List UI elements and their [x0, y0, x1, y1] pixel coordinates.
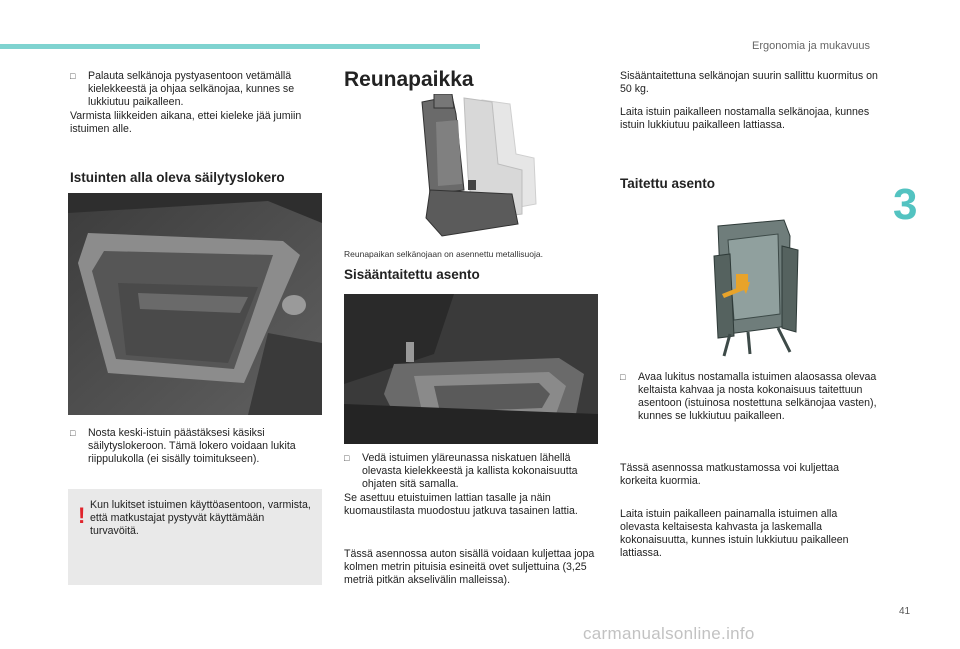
- paragraph: Varmista liikkeiden aikana, ettei kieleke jää jumiin istuimen alle.: [70, 110, 302, 135]
- paragraph: Tässä asennossa auton sisällä voidaan kuljettaa jopa kolmen metrin pituisia esineitä ovet suljettuina (3,25 metriä pitkän akselivälin malleissa).: [344, 548, 595, 586]
- bullet-arrow-icon: □: [70, 428, 76, 438]
- tipped-seat-illustration: [708, 216, 804, 358]
- bullet-arrow-icon: □: [344, 453, 350, 463]
- paragraph: Laita istuin paikalleen nostamalla selkänojaa, kunnes istuin lukkiutuu paikalleen lattiassa.: [620, 106, 870, 131]
- instruction-bullet: □ Palauta selkänoja pystyasentoon vetämällä kielekkeestä ja ohjaa selkänojaa, kunnes se lukkiutuu paikalleen.: [70, 70, 295, 108]
- watermark-text: carmanualsonline.info: [583, 624, 755, 643]
- section-heading: Istuinten alla oleva säilytyslokero: [70, 170, 285, 185]
- paragraph: Se asettuu etuistuimen lattian tasalle ja näin kuomaustilasta muodostuu jatkuva tasainen lattia.: [344, 492, 578, 517]
- instruction-bullet: □ Vedä istuimen yläreunassa niskatuen lähellä olevasta kielekkeestä ja kallista kokonaisuutta ohjaten sitä samalla.: [344, 452, 578, 490]
- section-heading: Taitettu asento: [620, 176, 716, 191]
- page-title: Reunapaikka: [344, 68, 474, 91]
- exclamation-icon: !: [78, 503, 86, 528]
- instruction-bullet: □ Nosta keski-istuin päästäksesi käsiksi säilytyslokeroon. Tämä lokero voidaan lukita riippulukolla (ei sisälly toimitukseen).: [70, 427, 296, 465]
- header-accent-bar: [0, 44, 480, 49]
- paragraph: Laita istuin paikalleen painamalla istuimen alla olevasta keltaisesta kahvasta ja laskemalla kokonaisuutta, kunnes istuin lukkiutuu paikalleen lattiassa.: [620, 508, 849, 559]
- seat-illustration: [412, 94, 540, 244]
- bullet-arrow-icon: □: [70, 71, 76, 81]
- chapter-number: 3: [893, 180, 918, 229]
- instruction-bullet: □ Avaa lukitus nostamalla istuimen alaosassa olevaa keltaista kahvaa ja nosta kokonaisuus taitettuun asentoon (istuinosa nostettuna selkänojaa vasten), kunnes se lukkiutuu paikalleen.: [620, 371, 877, 422]
- page-number: 41: [899, 606, 911, 617]
- section-heading: Sisääntaitettu asento: [344, 267, 480, 282]
- paragraph: Tässä asennossa matkustamossa voi kuljettaa korkeita kuormia.: [620, 462, 840, 487]
- section-title: Ergonomia ja mukavuus: [751, 40, 870, 52]
- paragraph: Sisääntaitettuna selkänojan suurin sallittu kuormitus on 50 kg.: [620, 70, 878, 95]
- image-caption: Reunapaikan selkänojaan on asennettu metallisuoja.: [344, 249, 543, 259]
- bullet-arrow-icon: □: [620, 372, 626, 382]
- storage-compartment-photo: [68, 193, 322, 415]
- warning-box: ! Kun lukitset istuimen käyttöasentoon, varmista, että matkustajat pystyvät käyttämään turvavöitä.: [68, 489, 322, 585]
- folded-seat-photo: [344, 294, 598, 444]
